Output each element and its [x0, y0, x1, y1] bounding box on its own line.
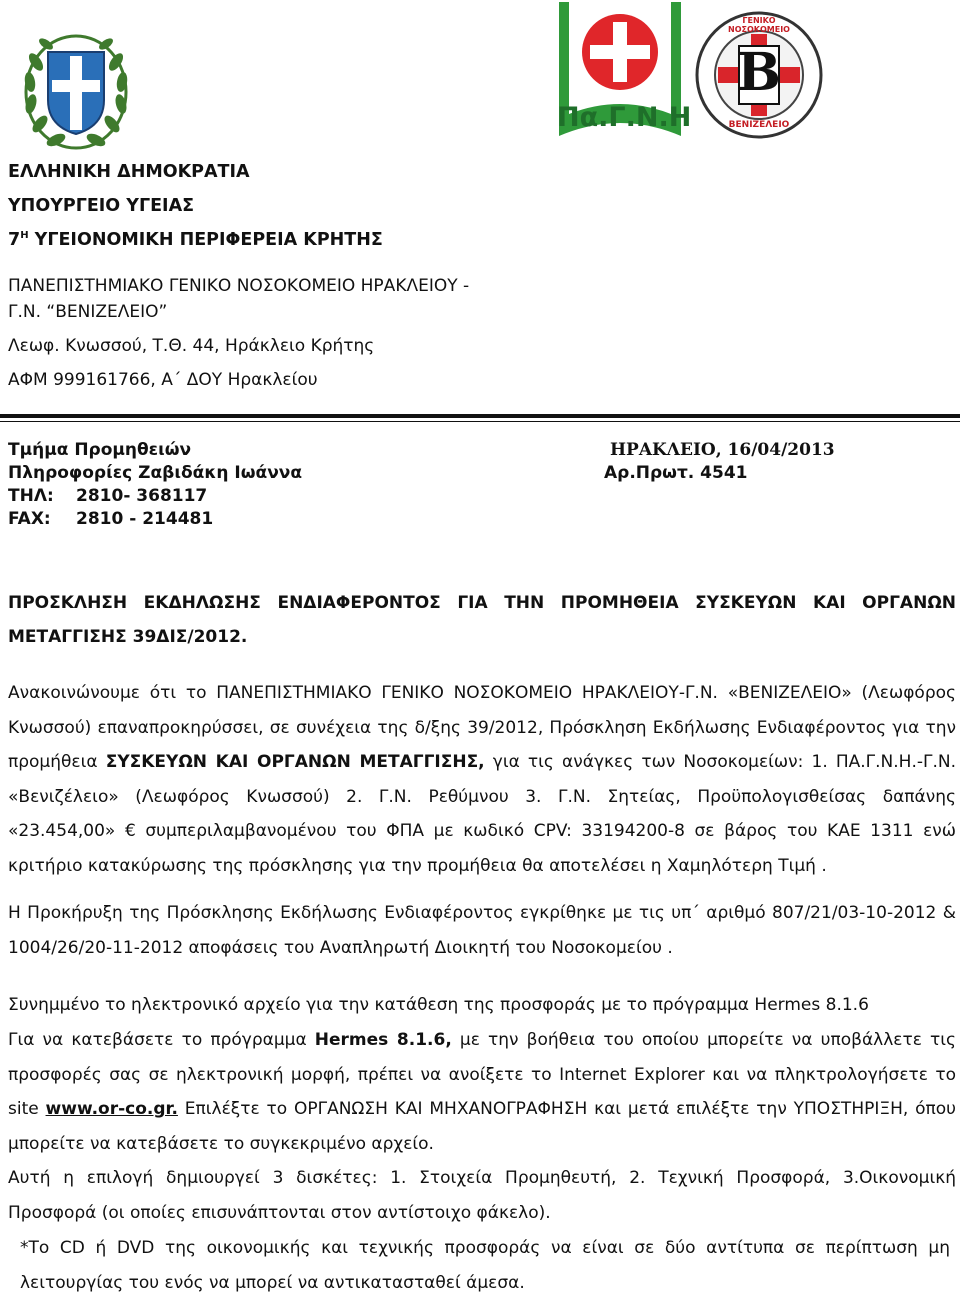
paragraph-cd-note: *Το CD ή DVD της οικονομικής και τεχνικής προσφοράς να είναι σε δύο αντίτυπα σε περίπτωση μη λειτουργίας του ενός να μπορεί να αντικατασταθεί άμεσα.	[20, 1238, 950, 1293]
header-region: $7^H$ ΥΓΕΙΟΝΟΜΙΚΗ ΠΕΡΙΦΕΡΕΙΑ ΚΡΗΤΗΣ	[8, 230, 383, 250]
header-hospital-line1: ΠΑΝΕΠΙΣΤΗΜΙΑΚΟ ΓΕΝΙΚΟ ΝΟΣΟΚΟΜΕΙΟ ΗΡΑΚΛΕΙΟΥ -	[8, 276, 470, 296]
website-link[interactable]: www.or-co.gr.	[45, 1099, 178, 1119]
info-fax: 2810 - 214481	[76, 509, 214, 529]
paragraph-diskettes: Αυτή η επιλογή δημιουργεί 3 δισκέτες: 1. Στοιχεία Προμηθευτή, 2. Τεχνική Προσφορά, 3.Οικονομική Προσφορά (οι οποίες επισυνάπτονται στον αντίστοιχο φάκελο).	[8, 1168, 956, 1223]
info-phone: 2810- 368117	[76, 486, 208, 506]
venizeleio-hospital-logo	[693, 4, 825, 146]
header-hospital-line2: Γ.Ν. “ΒΕΝΙΖΕΛΕΙΟ”	[8, 302, 168, 322]
info-place-date: ΗΡΑΚΛΕΙΟ, 16/04/2013	[610, 440, 835, 460]
header-divider-thick	[0, 414, 960, 418]
pagni-hospital-logo	[557, 2, 692, 150]
paragraph-attachment: Συνημμένο το ηλεκτρονικό αρχείο για την κατάθεση της προσφοράς με το πρόγραμμα Hermes 8.1.6	[8, 995, 869, 1015]
paragraph-approval: Η Προκήρυξη της Πρόσκλησης Εκδήλωσης Ενδιαφέροντος εγκρίθηκε με τις υπ΄ αριθμό 807/21/03-10-2012 & 1004/26/20-11-2012 αποφάσεις του Αναπληρωτή Διοικητή του Νοσοκομείου .	[8, 903, 956, 958]
info-department: Τμήμα Προμηθειών	[8, 440, 192, 460]
venizeleio-logo-bottom-text: ΒΕΝΙΖΕΛΕΙΟ	[728, 120, 790, 130]
header-divider-thin	[0, 421, 960, 422]
document-title: ΠΡΟΣΚΛΗΣΗ ΕΚΔΗΛΩΣΗΣ ΕΝΔΙΑΦΕΡΟΝΤΟΣ ΓΙΑ ΤΗΝ ΠΡΟΜΗΘΕΙΑ ΣΥΣΚΕΥΩΝ ΚΑΙ ΟΡΓΑΝΩΝ ΜΕΤΑΓΓΙΣΗΣ 39ΔΙΣ/2012.	[8, 593, 956, 647]
venizeleio-logo-top-text: ΓΕΝΙΚΟ ΝΟΣΟΚΟΜΕΙΟ	[728, 16, 790, 34]
greek-coat-of-arms-logo	[22, 22, 130, 152]
info-phone-label: ΤΗΛ:	[8, 486, 54, 506]
venizeleio-logo-letter: B	[737, 42, 781, 103]
header-address: Λεωφ. Κνωσσού, Τ.Θ. 44, Ηράκλειο Κρήτης	[8, 336, 375, 356]
header-tax-id: ΑΦΜ 999161766, Α΄ ΔΟΥ Ηρακλείου	[8, 370, 318, 390]
info-fax-label: FAX:	[8, 509, 51, 529]
header-ministry: ΥΠΟΥΡΓΕΙΟ ΥΓΕΙΑΣ	[8, 196, 195, 216]
header-republic: ΕΛΛΗΝΙΚΗ ΔΗΜΟΚΡΑΤΙΑ	[8, 162, 250, 182]
paragraph-download-instructions: Για να κατεβάσετε το πρόγραμμα Hermes 8.1.6, με την βοήθεια του οποίου μπορείτε να υποβάλλετε τις προσφορές σας σε ηλεκτρονική μορφή, πρέπει να ανοίξετε το Internet Explorer και να πληκτρολογήσετε το site www.or-co.gr. Επιλέξτε το ΟΡΓΑΝΩΣΗ ΚΑΙ ΜΗΧΑΝΟΓΡΑΦΗΣΗ και μετά επιλέξτε την ΥΠΟΣΤΗΡΙΞΗ, όπου μπορείτε να κατεβάσετε το συγκεκριμένο αρχείο.	[8, 1030, 956, 1154]
paragraph-announcement: Ανακοινώνουμε ότι το ΠΑΝΕΠΙΣΤΗΜΙΑΚΟ ΓΕΝΙΚΟ ΝΟΣΟΚΟΜΕΙΟ ΗΡΑΚΛΕΙΟΥ-Γ.Ν. «ΒΕΝΙΖΕΛΕΙΟ» (Λεωφόρος Κνωσσού) επαναπροκηρύσσει, σε συνέχεια της δ/ξης 39/2012, Πρόσκληση Εκδήλωσης Ενδιαφέροντος για την προμήθεια ΣΥΣΚΕΥΩΝ ΚΑΙ ΟΡΓΑΝΩΝ ΜΕΤΑΓΓΙΣΗΣ, για τις ανάγκες των Νοσοκομείων: 1. ΠΑ.Γ.Ν.Η.-Γ.Ν. «Βενιζέλειο» (Λεωφόρος Κνωσσού) 2. Γ.Ν. Ρεθύμνου 3. Γ.Ν. Σητείας, Προϋπολογισθείσας δαπάνης «23.454,00» € συμπεριλαμβανομένου του ΦΠΑ με κωδικό CPV: 33194200-8 σε βάρος του ΚΑΕ 1311 ενώ κριτήριο κατακύρωσης της πρόσκλησης για την προμήθεια θα αποτελέσει η Χαμηλότερη Τιμή .	[8, 683, 956, 876]
info-contact: Πληροφορίες Ζαβιδάκη Ιωάννα	[8, 463, 303, 483]
info-protocol-number: Αρ.Πρωτ. 4541	[604, 463, 748, 483]
pagni-logo-text: Πα.Γ.Ν.Η	[557, 102, 692, 133]
